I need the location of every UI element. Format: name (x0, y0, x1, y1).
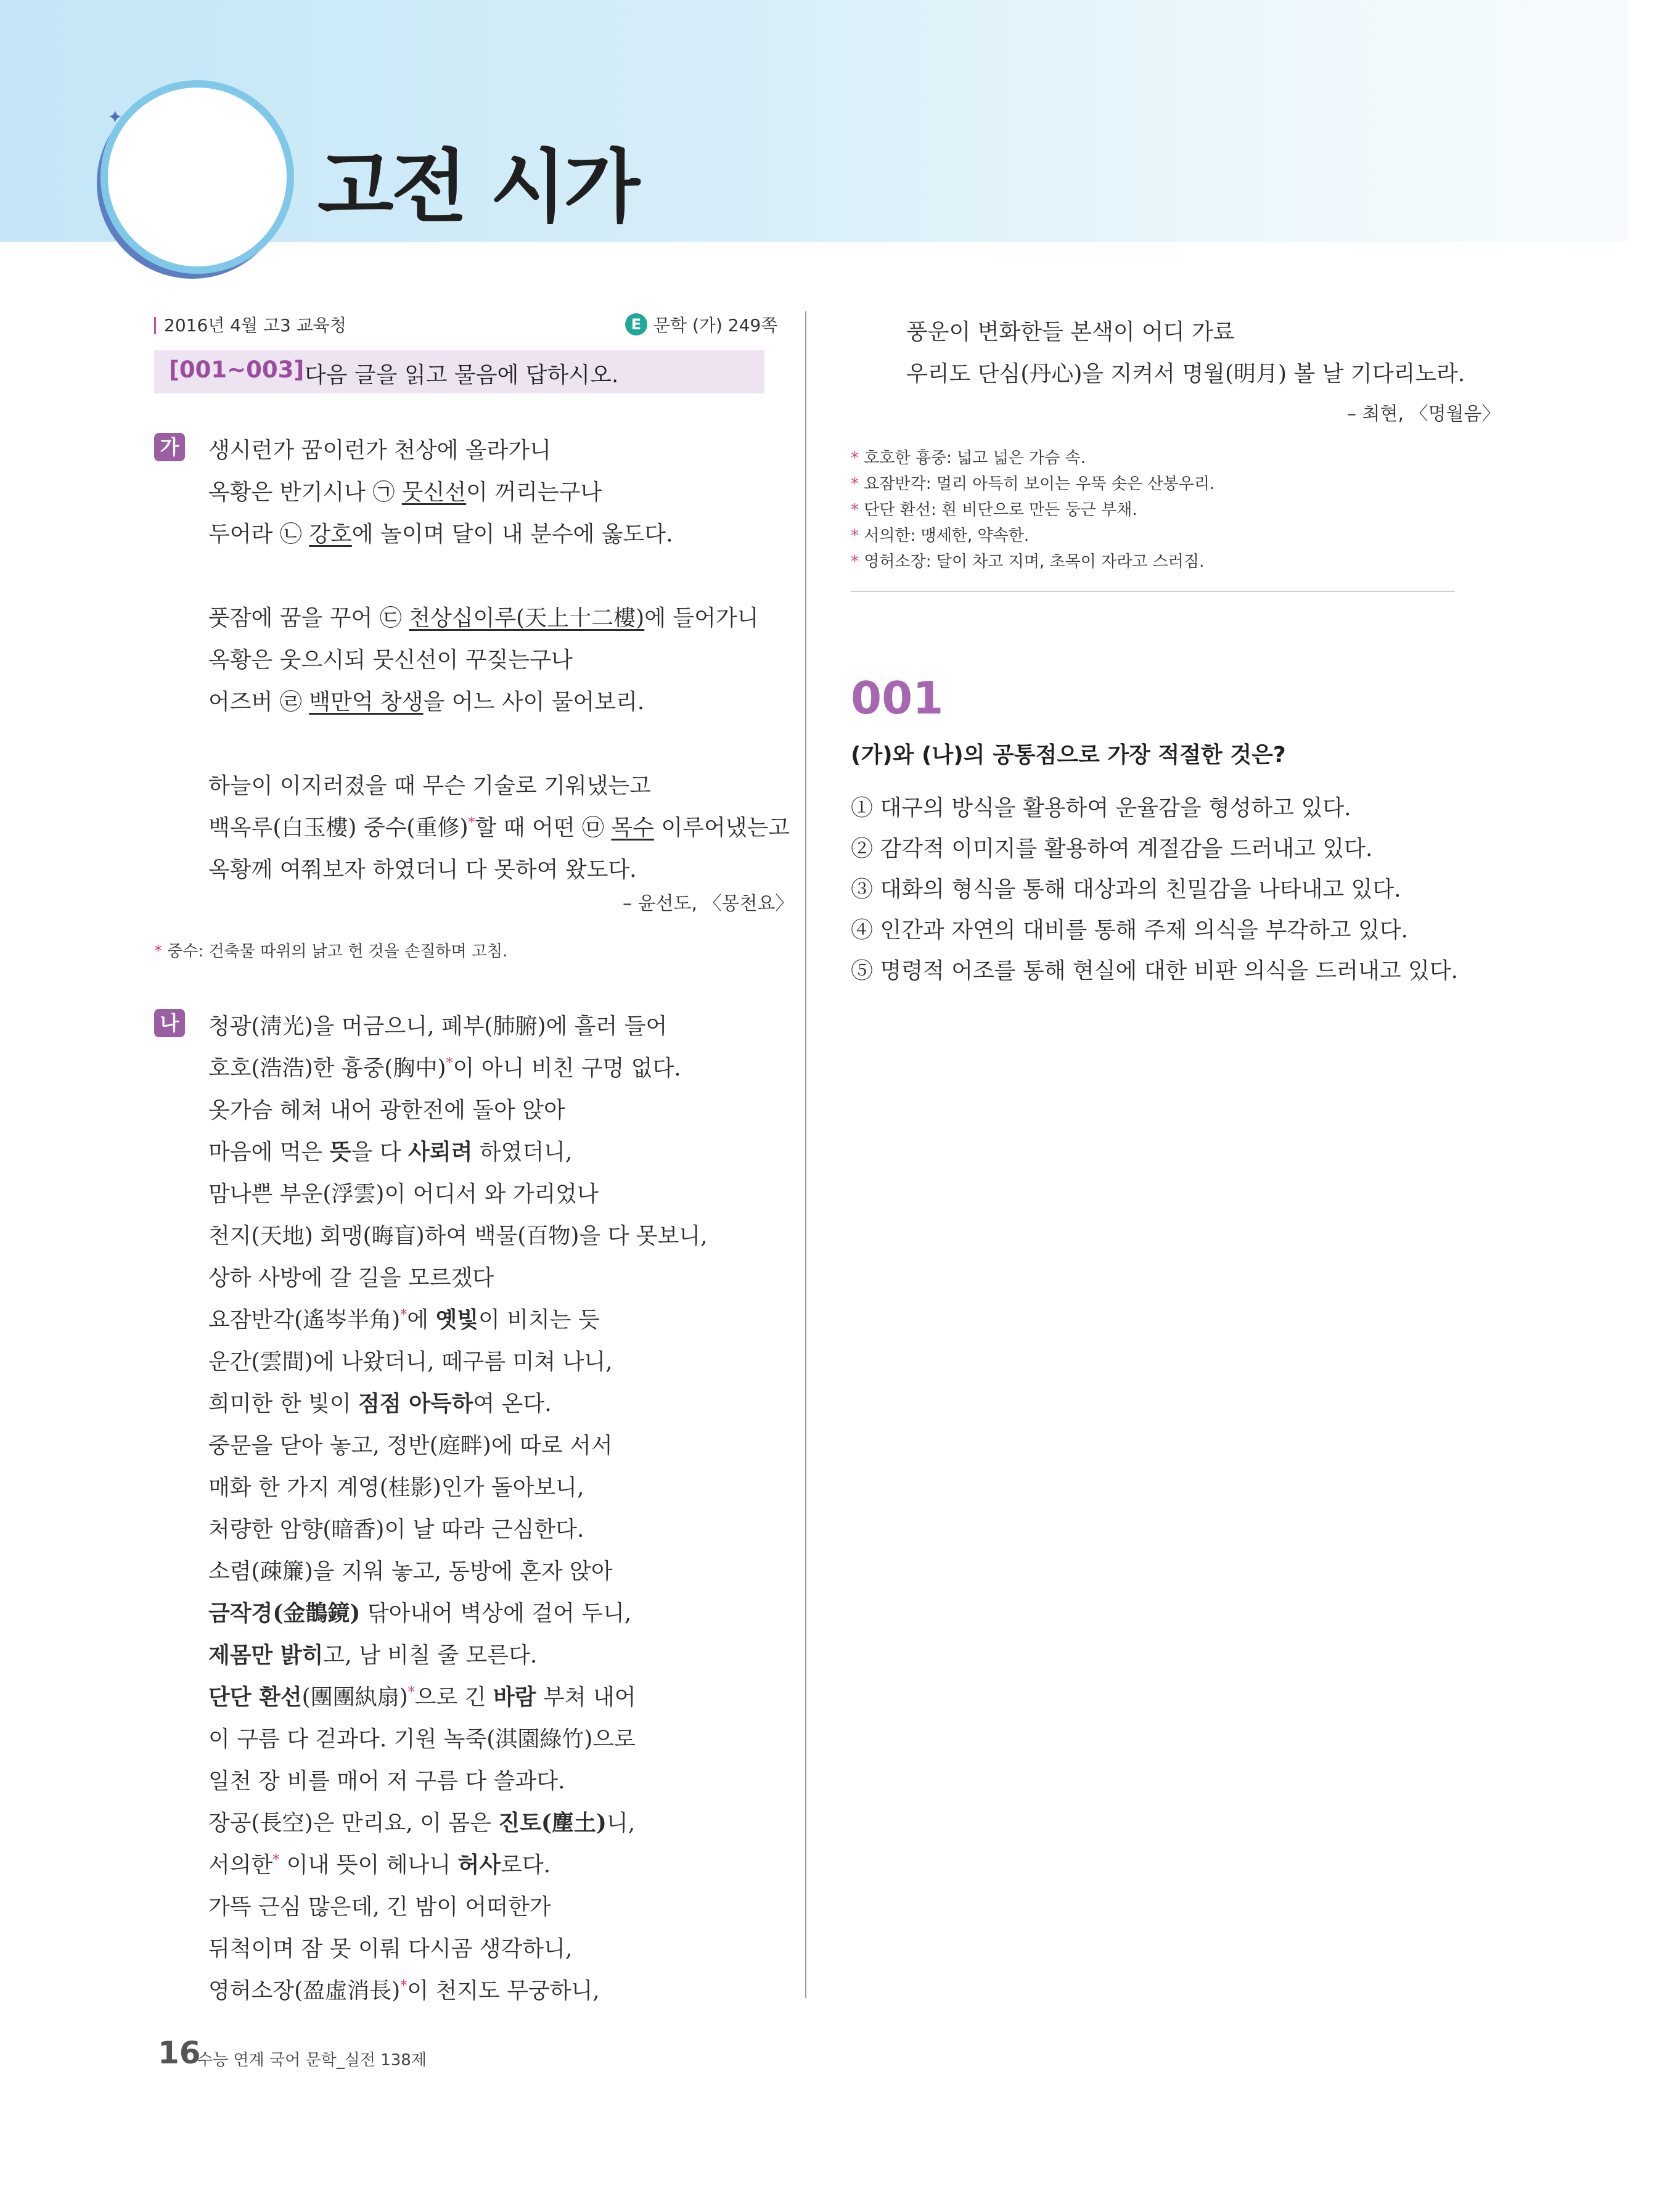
poem-line: 백옥루(白玉樓) 중수(重修)*할 때 어떤 ㉤ 목수 이루어냈는고 (208, 815, 790, 841)
poem-line: 단단 환선(團團紈扇)*으로 긴 바람 부쳐 내어 (208, 1684, 636, 1710)
passage-marker-b: 나 (154, 1009, 185, 1037)
ebs-icon: E (625, 313, 647, 335)
poem-line: 소렴(疎簾)을 지워 놓고, 동방에 혼자 앉아 (208, 1559, 613, 1584)
question-number: 001 (851, 672, 944, 724)
instruction-banner (154, 350, 764, 393)
footnote: * 서의한: 맹세한, 약속한. (851, 527, 1030, 545)
footnote: * 단단 환선: 흰 비단으로 만든 둥근 부채. (851, 501, 1137, 519)
poem-line: 금작경(金鵲鏡) 닦아내어 벽상에 걸어 두니, (208, 1600, 632, 1626)
footnote: * 영허소장: 달이 차고 지며, 초목이 자라고 스러짐. (851, 553, 1205, 571)
attribution-a: – 윤선도, 〈몽천요〉 (623, 893, 794, 915)
poem-line: 옷가슴 헤쳐 내어 광한전에 돌아 앉아 (208, 1098, 565, 1123)
page-title: 고전 시가 (317, 141, 638, 233)
poem-line: 우리도 단심(丹心)을 지켜서 명월(明月) 볼 날 기다리노라. (906, 361, 1465, 387)
answer-choice-3[interactable]: ③ 대화의 형식을 통해 대상과의 친밀감을 나타내고 있다. (851, 877, 1401, 902)
poem-line: 마음에 먹은 뜻을 다 사뢰려 하였더니, (208, 1139, 573, 1165)
poem-line: 두어라 ㉡ 강호에 놀이며 달이 내 분수에 옳도다. (208, 522, 673, 547)
poem-line: 하늘이 이지러졌을 때 무슨 기술로 기워냈는고 (208, 773, 651, 799)
poem-line: 생시런가 꿈이런가 천상에 올라가니 (208, 438, 551, 463)
poem-line: 맘나쁜 부운(浮雲)이 어디서 와 가리었나 (208, 1182, 599, 1207)
poem-line: 서의한* 이내 뜻이 헤나니 허사로다. (208, 1852, 551, 1878)
answer-choice-5[interactable]: ⑤ 명령적 어조를 통해 현실에 대한 비판 의식을 드러내고 있다. (851, 958, 1459, 984)
section-divider (851, 591, 1455, 592)
source-bar (154, 317, 156, 334)
instruction-text: 다음 글을 읽고 물음에 답하시오. (305, 363, 619, 388)
poem-line: 뒤척이며 잠 못 이뤄 다시곰 생각하니, (208, 1936, 573, 1962)
poem-line: 풋잠에 꿈을 꾸어 ㉢ 천상십이루(天上十二樓)에 들어가니 (208, 606, 759, 631)
footnote: * 요잠반각: 멀리 아득히 보이는 우뚝 솟은 산봉우리. (851, 475, 1215, 493)
sparkle-icon: ✦ (107, 107, 123, 128)
source-exam: 2016년 4월 고3 교육청 (164, 315, 346, 335)
question-text: (가)와 (나)의 공통점으로 가장 적절한 것은? (851, 742, 1286, 768)
passage-marker-a: 가 (154, 433, 185, 461)
poem-line: 옥황은 반기시나 ㉠ 뭇신선이 꺼리는구나 (208, 480, 602, 505)
ebs-reference: 문학 (가) 249쪽 (653, 315, 778, 335)
poem-line: 옥황은 웃으시되 뭇신선이 꾸짖는구나 (208, 648, 573, 673)
poem-line: 청광(淸光)을 머금으니, 폐부(肺腑)에 흘러 들어 (208, 1014, 668, 1039)
page-number: 16 (158, 2035, 201, 2071)
poem-line: 희미한 한 빛이 점점 아득하여 온다. (208, 1391, 552, 1416)
poem-line: 운간(雲間)에 나왔더니, 떼구름 미쳐 나니, (208, 1349, 613, 1375)
poem-line: 요잠반각(遙岑半角)*에 옛빛이 비치는 듯 (208, 1307, 600, 1333)
poem-line: 중문을 닫아 놓고, 정반(庭畔)에 따로 서서 (208, 1433, 613, 1458)
poem-line: 처량한 암향(暗香)이 날 따라 근심한다. (208, 1517, 584, 1542)
footnote: * 호호한 흉중: 넓고 넓은 가슴 속. (851, 449, 1086, 467)
answer-choice-4[interactable]: ④ 인간과 자연의 대비를 통해 주제 의식을 부각하고 있다. (851, 918, 1409, 943)
poem-line: 일천 장 비를 매어 저 구름 다 쓸과다. (208, 1769, 565, 1794)
poem-line: 어즈버 ㉣ 백만억 창생을 어느 사이 물어보리. (208, 689, 645, 715)
poem-line: 매화 한 가지 계영(桂影)인가 돌아보니, (208, 1475, 584, 1500)
column-divider (805, 311, 806, 1998)
poem-line: 호호(浩浩)한 흉중(胸中)*이 아니 비친 구멍 없다. (208, 1056, 681, 1081)
poem-line: 제몸만 밝히고, 남 비칠 줄 모른다. (208, 1642, 538, 1668)
answer-choice-1[interactable]: ① 대구의 방식을 활용하여 운율감을 형성하고 있다. (851, 796, 1351, 821)
book-title: 수능 연계 국어 문학_실전 138제 (197, 2051, 427, 2070)
poem-line: 천지(天地) 회맹(晦盲)하여 백물(百物)을 다 못보니, (208, 1223, 708, 1249)
poem-line: 옥황께 여쭤보자 하였더니 다 못하여 왔도다. (208, 857, 637, 882)
answer-choice-2[interactable]: ② 감각적 이미지를 활용하여 계절감을 드러내고 있다. (851, 836, 1373, 861)
poem-line: 이 구름 다 걷과다. 기원 녹죽(淇園綠竹)으로 (208, 1727, 636, 1752)
poem-line: 영허소장(盈虛消長)*이 천지도 무궁하니, (208, 1978, 600, 2004)
footnote: * 중수: 건축물 따위의 낡고 헌 것을 손질하며 고침. (154, 942, 508, 961)
poem-line: 가뜩 근심 많은데, 긴 밤이 어떠한가 (208, 1894, 551, 1920)
decorative-circle (100, 80, 294, 274)
poem-line: 상하 사방에 갈 길을 모르겠다 (208, 1265, 494, 1291)
poem-line: 풍운이 변화한들 본색이 어디 가료 (906, 319, 1235, 345)
question-range: [001~003] (169, 356, 305, 383)
poem-line: 장공(長空)은 만리요, 이 몸은 진토(塵土)니, (208, 1810, 636, 1836)
attribution-b: – 최현, 〈명월음〉 (1347, 403, 1501, 425)
